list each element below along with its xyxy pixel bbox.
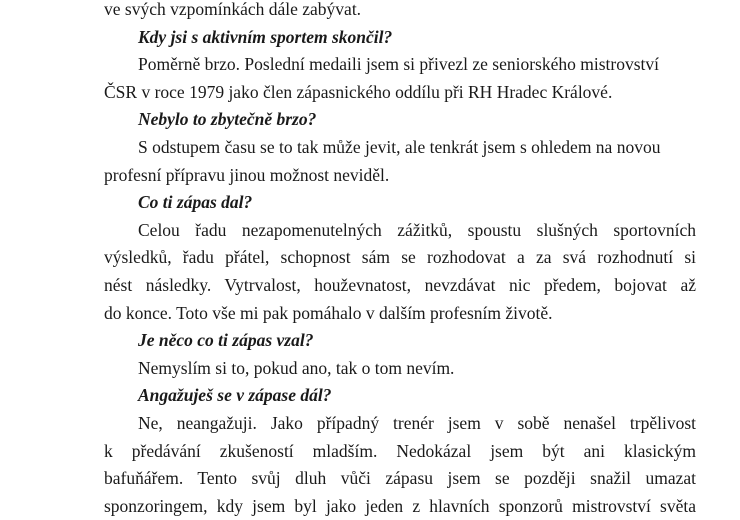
- answer-line: do konce. Toto vše mi pak pomáhalo v dalším profesním životě.: [104, 302, 553, 323]
- answer-line: výsledků, řadu přátel, schopnost sám se rozhodovat a za svá rozhodnutí si: [104, 247, 696, 268]
- answer-line: bafuňářem. Tento svůj dluh vůči zápasu jsem se později snažil umazat: [104, 468, 696, 489]
- answer-line: nést následky. Vytrvalost, houževnatost, nevzdávat nic předem, bojovat až: [104, 275, 696, 295]
- answer-line: sponzoringem, kdy jsem byl jako jeden z hlavních sponzorů mistrovství světa: [104, 495, 696, 516]
- answer-line: S odstupem času se to tak může jevit, ale tenkrát jsem s ohledem na novou: [138, 137, 661, 157]
- answer-line: Poměrně brzo. Poslední medaili jsem si přivezl ze seniorského mistrovství: [138, 54, 660, 75]
- question-line: Angažuješ se v zápase dál?: [138, 385, 332, 406]
- answer-line: profesní přípravu jinou možnost neviděl.: [104, 164, 390, 185]
- answer-line: ČSR v roce 1979 jako člen zápasnického oddílu při RH Hradec Králové.: [104, 81, 613, 102]
- answer-line: k předávání zkušeností mladším. Nedokázal jsem být ani klasickým: [104, 440, 696, 461]
- answer-line: ve svých vzpomínkách dále zabývat.: [104, 0, 362, 19]
- question-line: Co ti zápas dal?: [138, 192, 253, 213]
- answer-line: Ne, neangažuji. Jako případný trenér jsem v sobě nenašel trpělivost: [138, 413, 696, 433]
- question-line: Nebylo to zbytečně brzo?: [138, 109, 317, 130]
- question-line: Je něco co ti zápas vzal?: [138, 330, 314, 351]
- answer-line: Nemyslím si to, pokud ano, tak o tom nevím.: [138, 357, 455, 378]
- answer-line: Celou řadu nezapomenutelných zážitků, spoustu slušných sportovních: [138, 219, 696, 240]
- question-line: Kdy jsi s aktivním sportem skončil?: [138, 26, 393, 47]
